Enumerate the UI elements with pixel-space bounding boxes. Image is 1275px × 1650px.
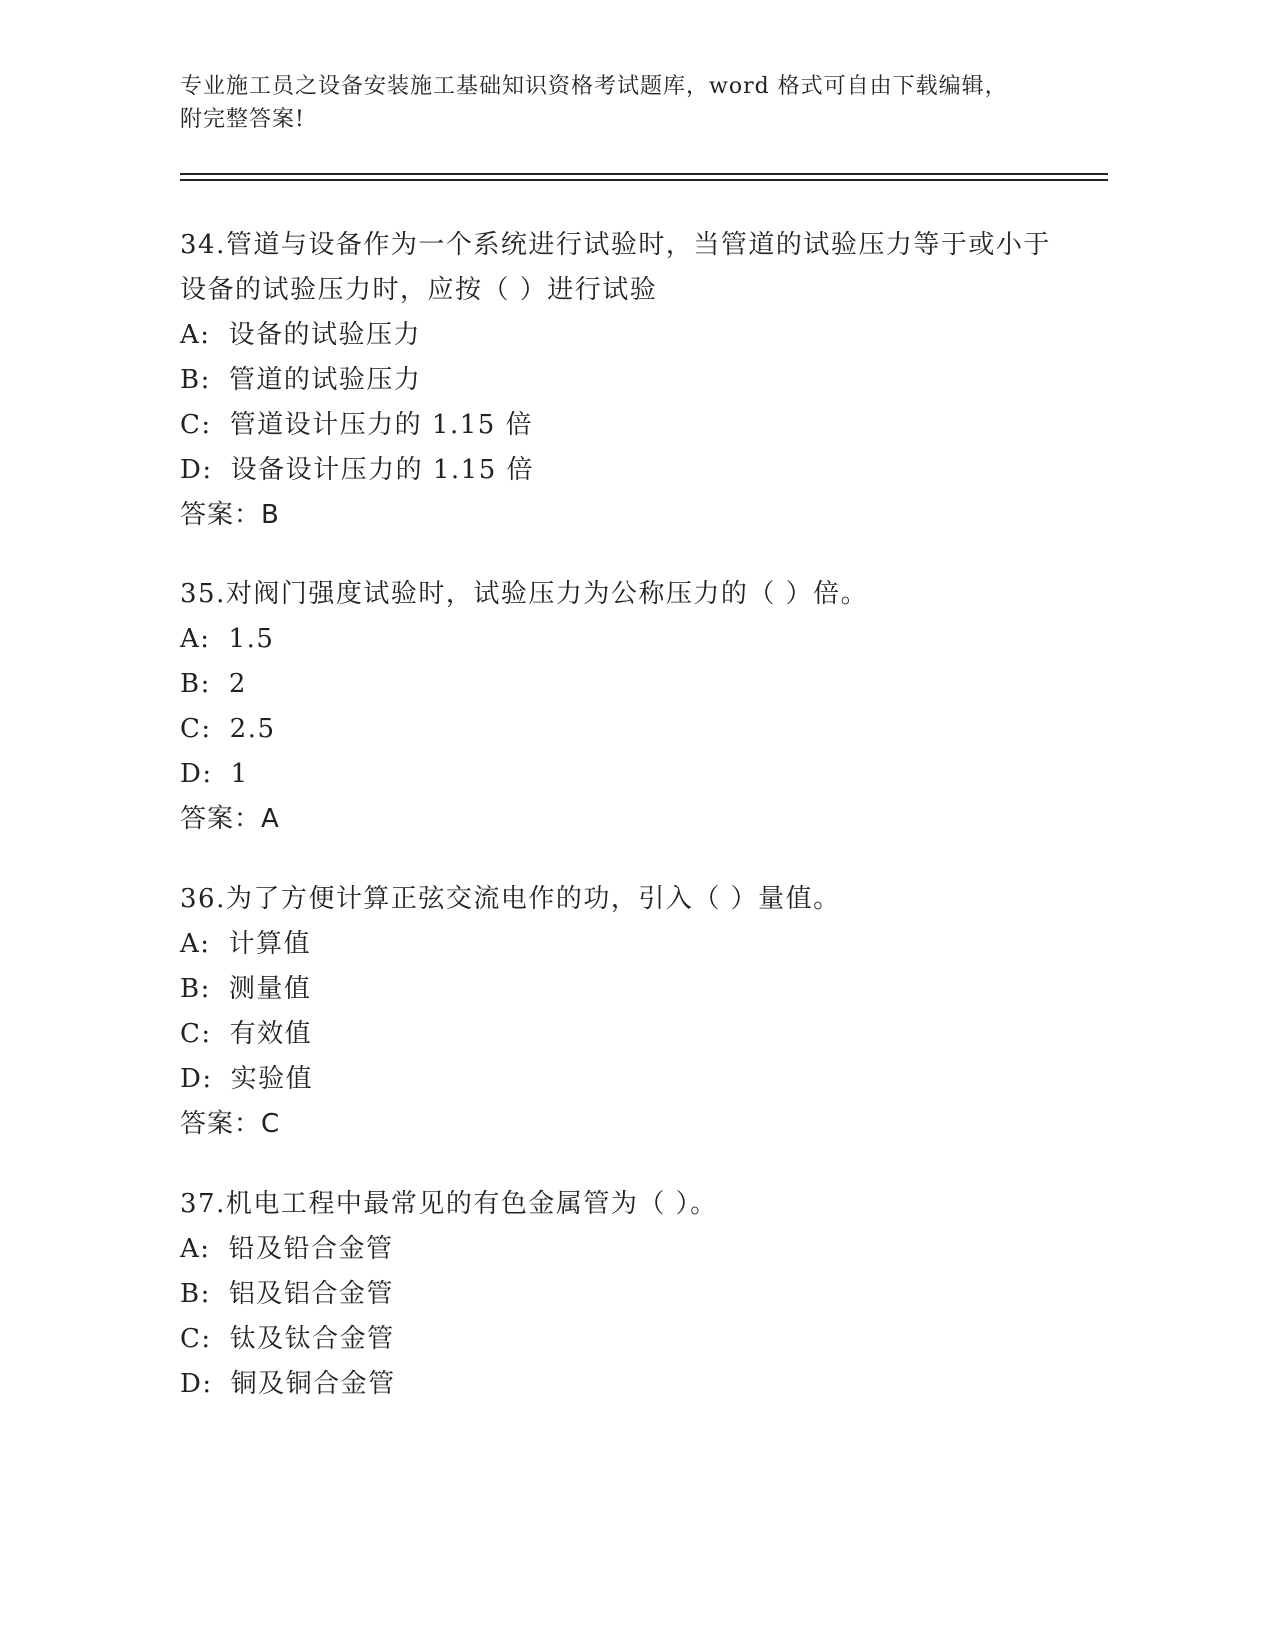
document-header — [180, 70, 1060, 136]
option-key: D: — [180, 1369, 213, 1399]
option-a — [180, 1227, 1060, 1272]
option-text: 铝及铝合金管 — [228, 1279, 394, 1309]
option-key: D: — [180, 1064, 213, 1094]
answer-line: 答案：B — [180, 500, 280, 530]
option-text: 钛及钛合金管 — [229, 1324, 395, 1354]
option-key: B: — [180, 1279, 211, 1309]
option-b — [180, 1272, 1060, 1317]
option-text: 设备设计压力的 1.15 倍 — [230, 455, 535, 485]
question-stem: 37.机电工程中最常见的有色金属管为（ ）。 — [180, 1189, 718, 1219]
option-d — [180, 752, 1060, 797]
option-key: A: — [180, 320, 211, 350]
option-c — [180, 1317, 1060, 1362]
option-key: B: — [180, 669, 211, 699]
option-d — [180, 448, 1060, 493]
header-line-2: 附完整答案! — [180, 107, 305, 132]
option-d — [180, 1362, 1060, 1407]
option-a — [180, 922, 1060, 967]
header-divider-bottom — [180, 179, 1108, 181]
option-d — [180, 1057, 1060, 1102]
header-divider-top — [180, 173, 1108, 175]
option-text: 有效值 — [229, 1019, 313, 1049]
option-key: A: — [180, 1234, 211, 1264]
option-c — [180, 707, 1060, 752]
question-34 — [180, 223, 1060, 538]
question-stem: 34.管道与设备作为一个系统进行试验时，当管道的试验压力等于或小于设备的试验压力时，应按（ ）进行试验 — [180, 230, 1051, 305]
option-c — [180, 403, 1060, 448]
question-37 — [180, 1182, 1060, 1407]
option-key: D: — [180, 759, 213, 789]
option-text: 铜及铜合金管 — [230, 1369, 396, 1399]
option-a — [180, 617, 1060, 662]
option-a — [180, 313, 1060, 358]
option-key: A: — [180, 929, 211, 959]
option-text: 测量值 — [228, 974, 312, 1004]
option-text: 2.5 — [229, 714, 276, 744]
option-text: 2 — [228, 669, 247, 699]
option-text: 计算值 — [228, 929, 312, 959]
option-key: C: — [180, 410, 212, 440]
option-c — [180, 1012, 1060, 1057]
question-stem: 35.对阀门强度试验时，试验压力为公称压力的（ ）倍。 — [180, 579, 869, 609]
option-key: B: — [180, 974, 211, 1004]
option-key: C: — [180, 1019, 212, 1049]
answer-line: 答案：A — [180, 804, 280, 834]
option-b — [180, 358, 1060, 403]
option-key: C: — [180, 714, 212, 744]
option-text: 管道设计压力的 1.15 倍 — [229, 410, 534, 440]
header-line-1: 专业施工员之设备安装施工基础知识资格考试题库，word 格式可自由下载编辑， — [180, 74, 1008, 99]
option-key: A: — [180, 624, 211, 654]
question-36 — [180, 877, 1060, 1147]
option-key: C: — [180, 1324, 212, 1354]
question-stem: 36.为了方便计算正弦交流电作的功，引入（ ）量值。 — [180, 884, 841, 914]
answer-line: 答案：C — [180, 1109, 281, 1139]
option-text: 铅及铅合金管 — [228, 1234, 394, 1264]
option-text: 实验值 — [230, 1064, 314, 1094]
option-key: B: — [180, 365, 211, 395]
option-text: 1.5 — [228, 624, 275, 654]
option-key: D: — [180, 455, 213, 485]
question-35 — [180, 572, 1060, 842]
option-text: 1 — [230, 759, 249, 789]
option-b — [180, 662, 1060, 707]
option-text: 设备的试验压力 — [228, 320, 422, 350]
option-b — [180, 967, 1060, 1012]
option-text: 管道的试验压力 — [228, 365, 422, 395]
